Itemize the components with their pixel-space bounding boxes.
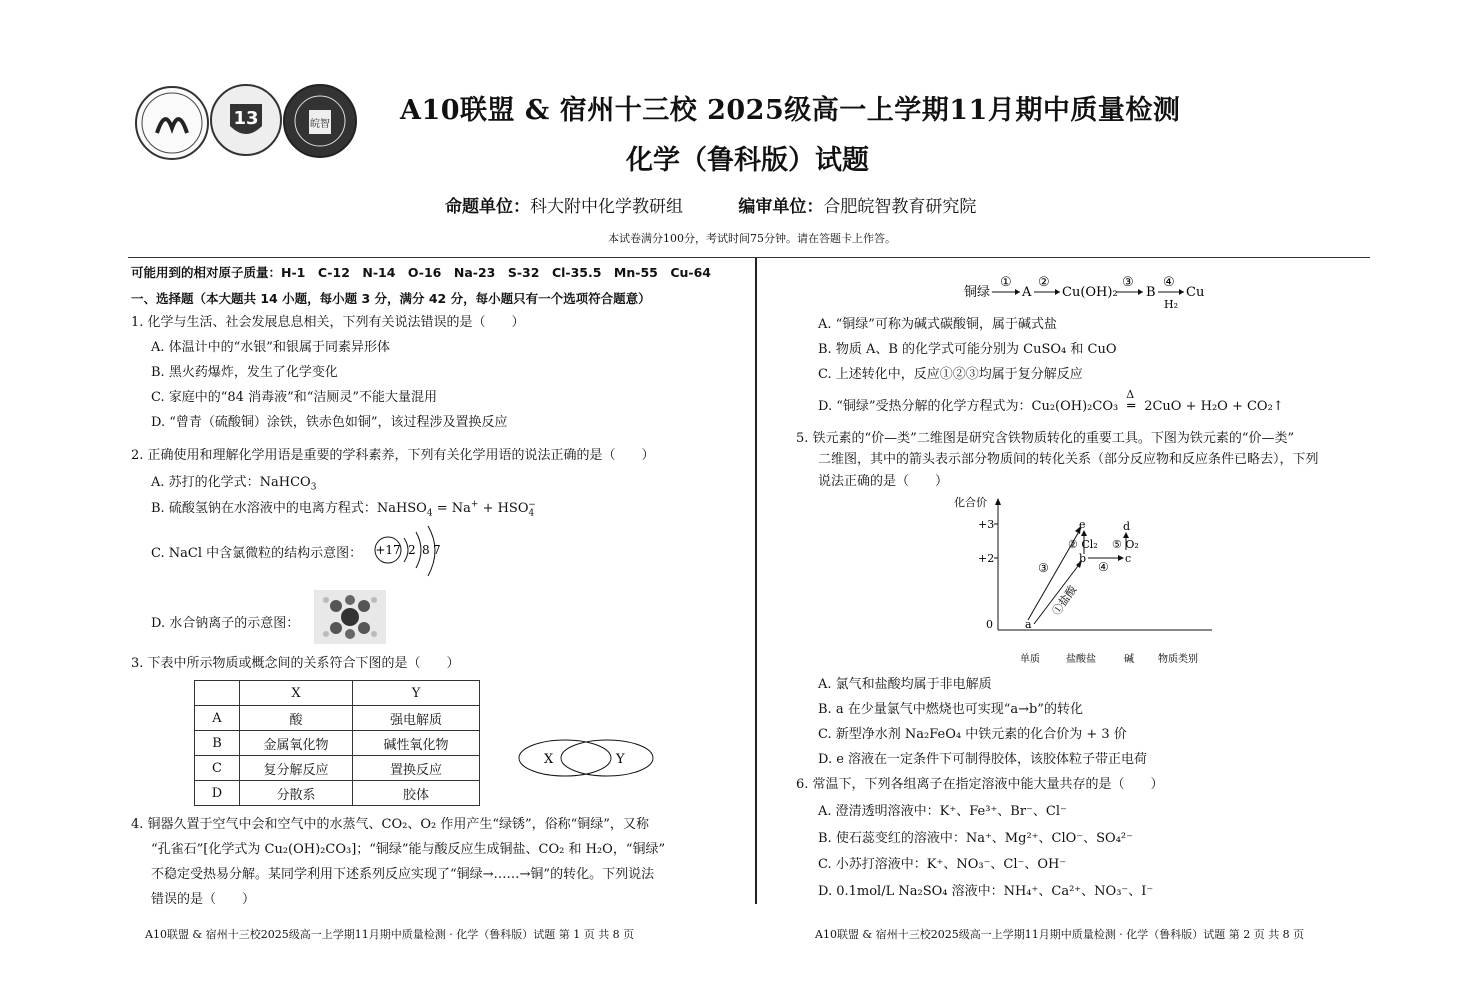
q6-option-a: A. 澄清透明溶液中：K⁺、Fe³⁺、Br⁻、Cl⁻ [818, 804, 1067, 819]
divider [128, 257, 1370, 258]
logo13-text: 13 [233, 108, 259, 129]
q5-line2: 二维图，其中的箭头表示部分物质间的转化关系（部分反应物和反应条件已略去），下列 [818, 452, 1319, 467]
q2a-text: A. 苏打的化学式：NaHCO [151, 475, 311, 490]
q4-option-b: B. 物质 A、B 的化学式可能分别为 CuSO₄ 和 CuO [818, 342, 1117, 357]
cell: 复分解反应 [240, 756, 353, 781]
chain-node-cuoh2: Cu(OH)₂ [1062, 285, 1118, 300]
q1-option-d: D. “曾青（硫酸铜）涂铁，铁赤色如铜”，该过程涉及置换反应 [151, 415, 508, 430]
q4d-pre: D. “铜绿”受热分解的化学方程式为：Cu₂(OH)₂CO₃ [818, 399, 1119, 414]
cell: B [195, 731, 240, 756]
chain-node-b: B [1146, 285, 1156, 300]
cell: 金属氧化物 [240, 731, 353, 756]
q2b-tail: + HSO [478, 501, 529, 516]
q1-stem: 1. 化学与生活、社会发展息息相关，下列有关说法错误的是（ ） [131, 315, 525, 330]
section-heading: 一、选择题（本大题共 14 小题，每小题 3 分，满分 42 分，每小题只有一个选项符合题意） [131, 291, 651, 306]
cell: D [195, 781, 240, 806]
q3-table [194, 680, 480, 806]
q6-stem: 6. 常温下，下列各组离子在指定溶液中能大量共存的是（ ） [796, 777, 1164, 792]
arrow-label-2: ② Cl₂ [1068, 538, 1098, 551]
q6-option-d: D. 0.1mol/L Na₂SO₄ 溶液中：NH₄⁺、Ca²⁺、NO₃⁻、I⁻ [818, 884, 1154, 899]
footer-right: A10联盟 & 宿州十三校2025级高一上学期11月期中质量检测 · 化学（鲁科版）试题 第 2 页 共 8 页 [815, 928, 1305, 941]
cell: 分散系 [240, 781, 353, 806]
chain-h2: H₂ [1164, 298, 1179, 311]
cell: 酸 [240, 706, 353, 731]
q6-option-c: C. 小苏打溶液中：K⁺、NO₃⁻、Cl⁻、OH⁻ [818, 857, 1067, 872]
q1-option-c: C. 家庭中的“84 消毒液”和“洁厕灵”不能大量混用 [151, 390, 438, 405]
chain-node-cu: Cu [1186, 285, 1205, 300]
shell-2: 8 [422, 543, 430, 557]
xcat-chloride: 盐酸盐 [1066, 654, 1096, 665]
x-axis-label: 物质类别 [1158, 654, 1198, 665]
arrow-label-1: ①盐酸 [1049, 583, 1080, 618]
q3-table-header [195, 681, 480, 706]
xcat-elemental: 单质 [1020, 654, 1040, 665]
q2b-pre: B. 硫酸氢钠在水溶液中的电离方程式：NaHSO [151, 501, 427, 516]
unit-value-1: 科大附中化学教研组 [530, 197, 683, 217]
delta-symbol: Δ [1126, 388, 1135, 401]
cell: A [195, 706, 240, 731]
exam-units [445, 192, 976, 217]
th-x: X [240, 681, 353, 706]
step-1: ① [1000, 275, 1012, 290]
step-2: ② [1038, 275, 1050, 290]
q1-option-a: A. 体温计中的“水银”和银属于同素异形体 [151, 340, 390, 355]
th-y: Y [353, 681, 480, 706]
table-row [195, 706, 480, 731]
wanzhi-text: 皖智 [310, 119, 330, 130]
cell: 强电解质 [353, 706, 480, 731]
column-divider [755, 258, 757, 904]
table-row [195, 731, 480, 756]
q1-option-b: B. 黑火药爆炸，发生了化学变化 [151, 365, 338, 380]
q5-line1: 5. 铁元素的“价—类”二维图是研究含铁物质转化的重要工具。下图为铁元素的“价—类” [796, 431, 1295, 446]
suzhou13-logo [210, 84, 282, 156]
table-row [195, 781, 480, 806]
chlorine-structure-diagram [368, 520, 448, 590]
q2-option-c: C. NaCl 中含氯微粒的结构示意图： [151, 546, 363, 561]
footer-left: A10联盟 & 宿州十三校2025级高一上学期11月期中质量检测 · 化学（鲁科版）试题 第 1 页 共 8 页 [145, 928, 635, 941]
q4-line2: “孔雀石”[化学式为 Cu₂(OH)₂CO₃]；“铜绿”能与酸反应生成铜盐、CO₂ 和 H₂O，“铜绿” [151, 842, 666, 857]
point-a: a [1025, 618, 1032, 631]
point-e: e [1079, 518, 1086, 531]
chain-start: 铜绿 [964, 285, 991, 300]
wanzhi-icon [285, 86, 355, 156]
step-4: ④ [1163, 275, 1175, 290]
q4-option-d [818, 388, 1284, 414]
y-axis-label: 化合价 [954, 496, 987, 509]
q6-option-b: B. 使石蕊变红的溶液中：Na⁺、Mg²⁺、ClO⁻、SO₄²⁻ [818, 831, 1133, 846]
q5-option-a: A. 氯气和盐酸均属于非电解质 [818, 677, 992, 692]
q4d-post: 2CuO + H₂O + CO₂↑ [1144, 399, 1284, 414]
y-axis-arrow [995, 498, 1001, 505]
iron-valence-chart [948, 492, 1218, 670]
venn-diagram [516, 736, 656, 780]
shield-icon [212, 86, 280, 154]
q2b-post: = Na [432, 501, 471, 516]
atomic-masses: 可能用到的相对原子质量：H-1 C-12 N-14 O-16 Na-23 S-32 Cl-35.5 Mn-55 Cu-64 [131, 265, 712, 280]
q4-option-a: A. “铜绿”可称为碱式碳酸铜，属于碱式盐 [818, 317, 1057, 332]
xcat-base: 碱 [1124, 654, 1134, 665]
ytick-2: +2 [978, 552, 995, 565]
nucleus-label: +17 [375, 543, 401, 557]
shell-3: 7 [433, 543, 441, 557]
point-b: b [1079, 552, 1087, 565]
q4-line4: 错误的是（ ） [151, 892, 256, 907]
q4-line3: 不稳定受热易分解。某同学利用下述系列反应实现了“铜绿→……→铜”的转化。下列说法 [151, 867, 655, 882]
cell: C [195, 756, 240, 781]
q5-option-d: D. e 溶液在一定条件下可制得胶体，该胶体粒子带正电荷 [818, 752, 1148, 767]
venn-y-label: Y [616, 752, 625, 767]
hydrated-sodium-ion-image [314, 590, 386, 644]
ytick-3: +3 [978, 518, 995, 531]
page-title: A10联盟 & 宿州十三校 2025级高一上学期11月期中质量检测 [400, 95, 1181, 126]
cell: 置换反应 [353, 756, 480, 781]
page-subtitle: 化学（鲁科版）试题 [626, 145, 869, 176]
venn-x-label: X [544, 752, 554, 767]
point-d: d [1123, 520, 1131, 533]
q4-conversion-chain [960, 270, 1220, 312]
point-c: c [1125, 552, 1132, 565]
exam-note: 本试卷满分100分，考试时间75分钟。请在答题卡上作答。 [608, 232, 896, 245]
unit-label-2: 编审单位： [738, 197, 824, 217]
table-row [195, 756, 480, 781]
q2-option-a: A. 苏打的化学式：NaHCO$_3$ [151, 475, 317, 493]
unit-label-1: 命题单位： [445, 197, 530, 217]
arrow-label-5: ⑤ O₂ [1112, 538, 1139, 551]
q2-option-b: B. 硫酸氢钠在水溶液中的电离方程式：NaHSO$_4$ = $Na^+ + HSO_4^-$ [151, 499, 536, 519]
q3-stem: 3. 下表中所示物质或概念间的关系符合下图的是（ ） [131, 656, 460, 671]
th-blank [195, 681, 240, 706]
arrowhead [1118, 555, 1124, 561]
alliance-logo-icon [137, 88, 207, 158]
q5-option-c: C. 新型净水剂 Na₂FeO₄ 中铁元素的化合价为 + 3 价 [818, 727, 1127, 742]
q2-stem: 2. 正确使用和理解化学用语是重要的学科素养，下列有关化学用语的说法正确的是（ ） [131, 448, 655, 463]
heat-equals: Δ ═ [1126, 388, 1136, 414]
q5-line3: 说法正确的是（ ） [818, 474, 949, 489]
q4-option-c: C. 上述转化中，反应①②③均属于复分解反应 [818, 367, 1083, 382]
arrow-label-3: ③ [1038, 561, 1049, 575]
chain-node-a: A [1022, 285, 1032, 300]
cell: 碱性氧化物 [353, 731, 480, 756]
wanzhi-logo [283, 84, 357, 158]
unit-value-2: 合肥皖智教育研究院 [823, 197, 977, 217]
q4-line1: 4. 铜器久置于空气中会和空气中的水蒸气、CO₂、O₂ 作用产生“绿锈”，俗称“铜绿”，又称 [131, 817, 649, 832]
q5-option-b: B. a 在少量氯气中燃烧也可实现“a→b”的转化 [818, 702, 1083, 717]
arrow-label-4: ④ [1098, 560, 1109, 574]
q2-option-d: D. 水合钠离子的示意图： [151, 616, 300, 631]
shell-1: 2 [408, 543, 416, 557]
step-3: ③ [1122, 275, 1134, 290]
ytick-0: 0 [986, 618, 993, 631]
alliance-logo [135, 86, 209, 160]
cell: 胶体 [353, 781, 480, 806]
